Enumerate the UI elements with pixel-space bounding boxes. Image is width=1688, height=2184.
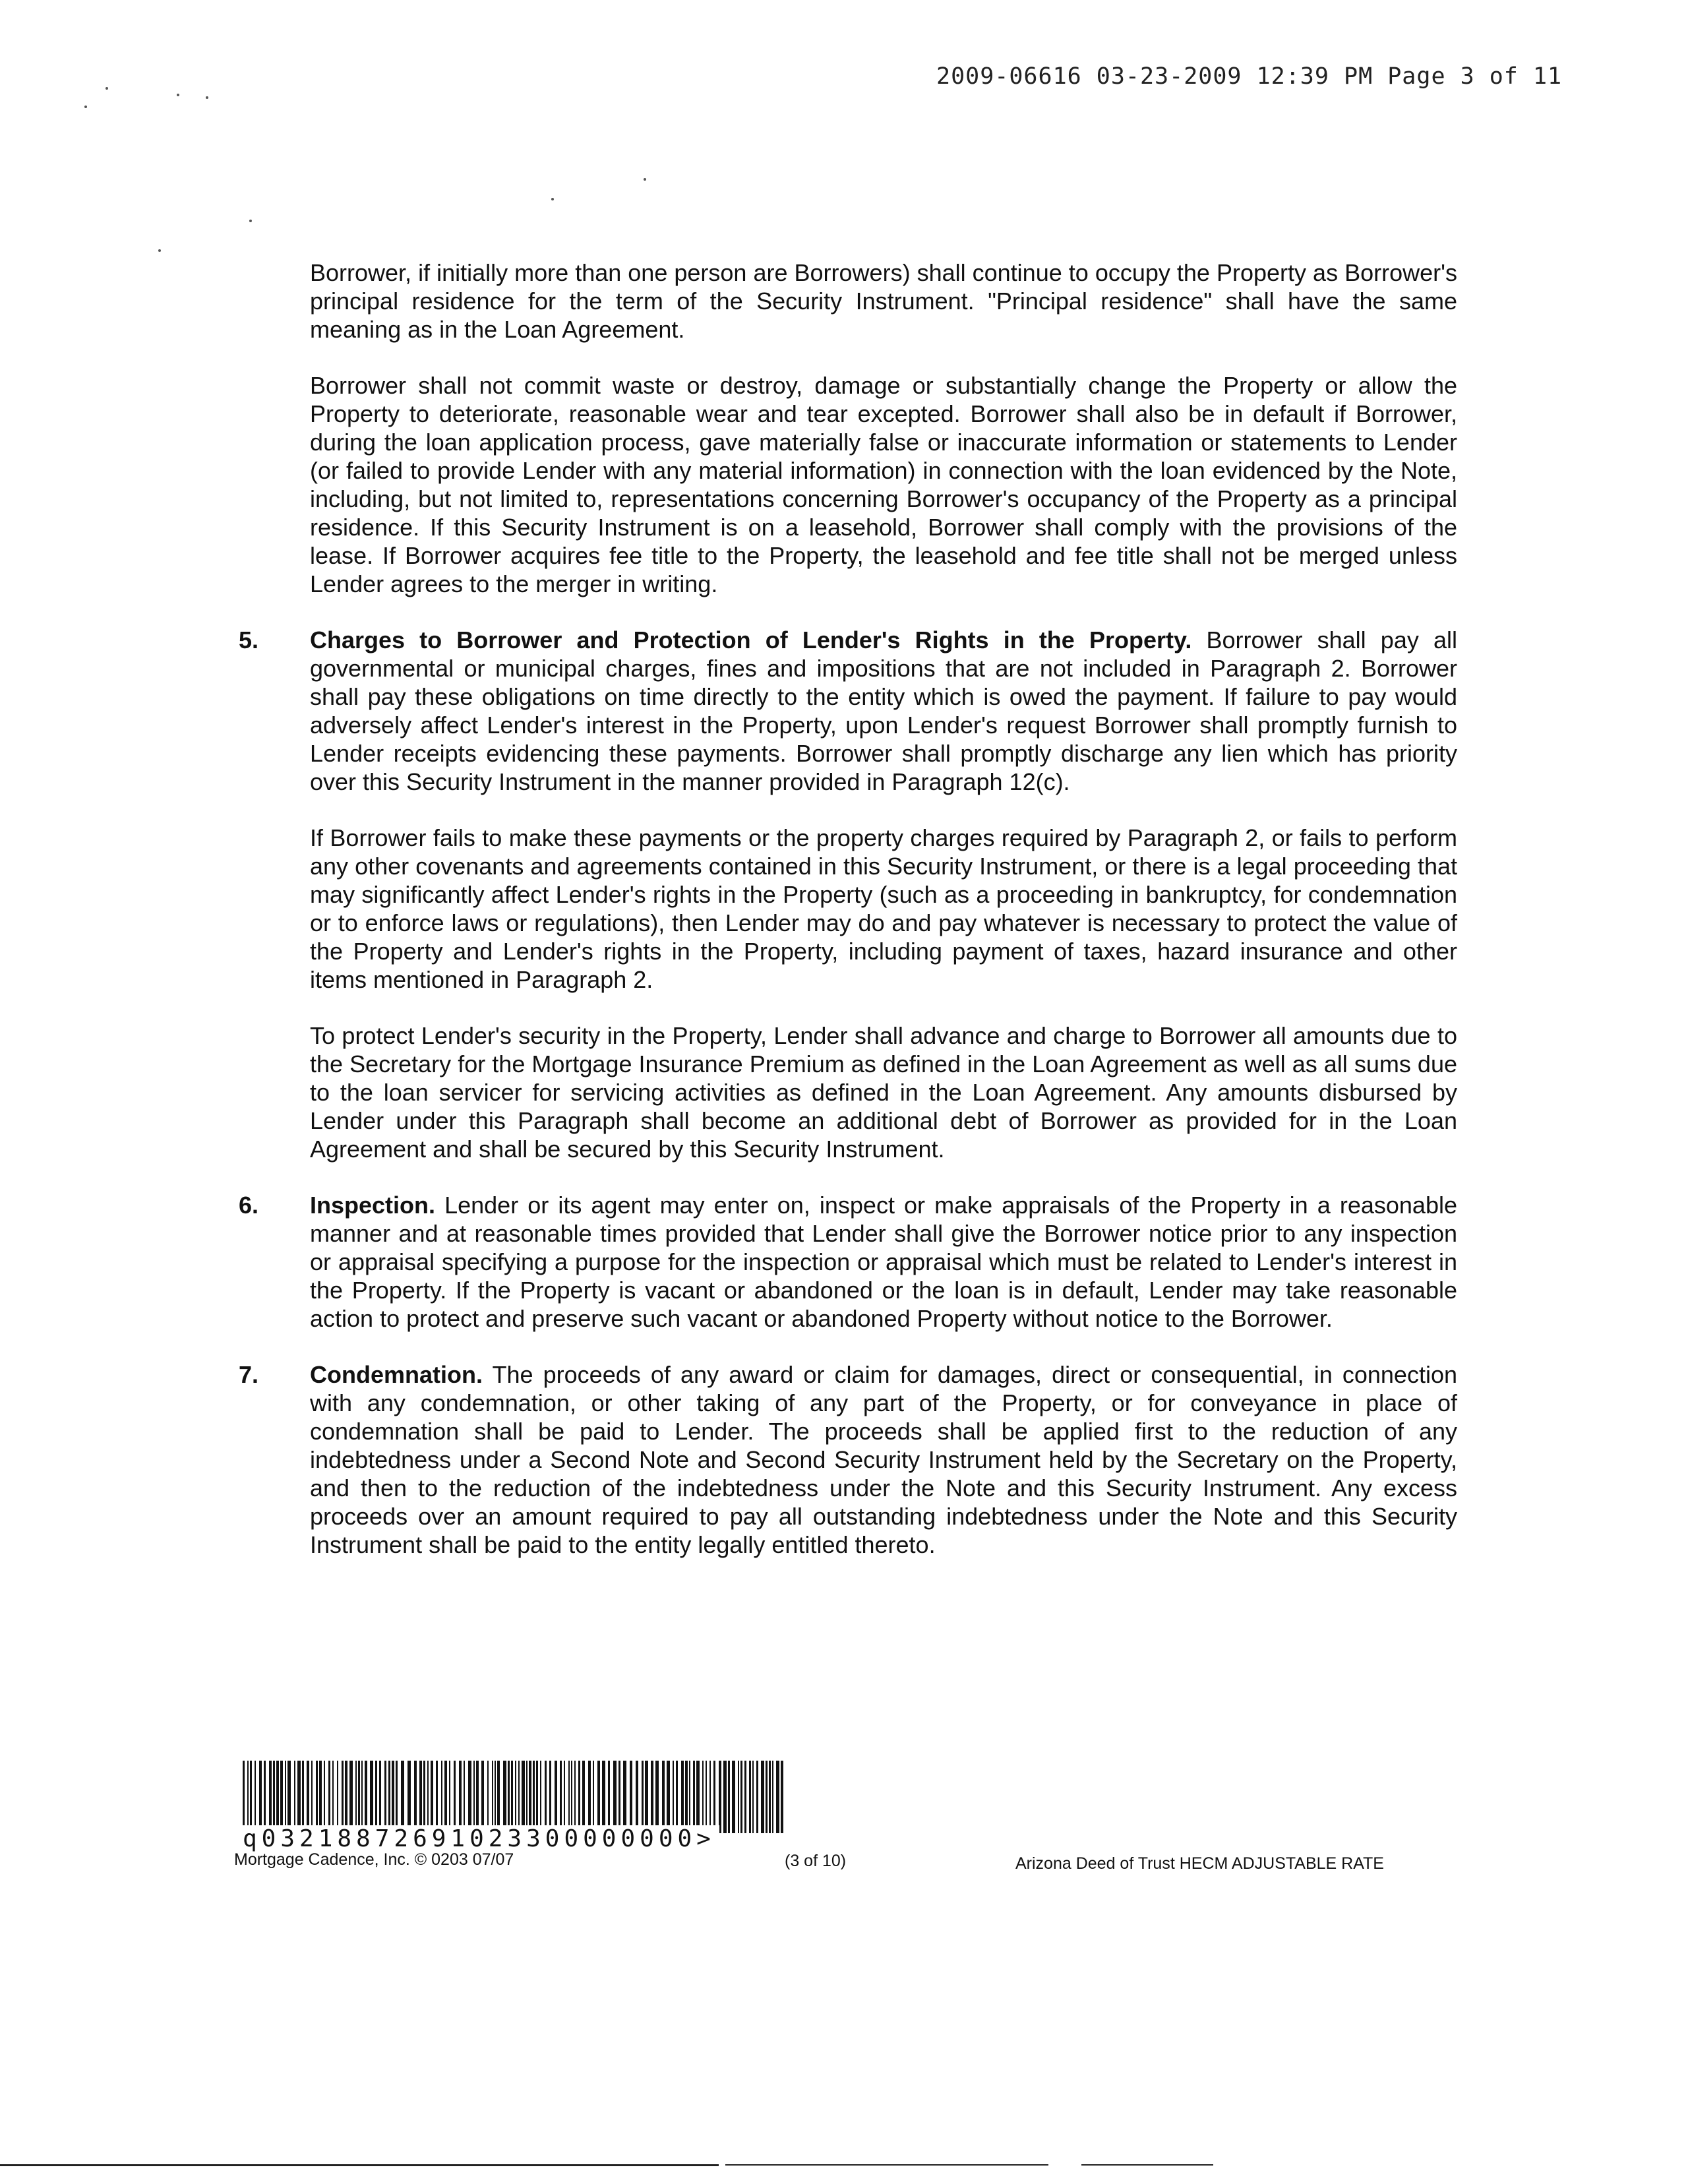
barcode [243,1761,783,1833]
barcode-bar [518,1761,520,1833]
section-heading: Condemnation. [310,1361,483,1388]
barcode-bar [454,1761,456,1833]
barcode-bar [529,1761,531,1833]
barcode-bar [401,1761,404,1833]
barcode-bar [427,1761,429,1833]
barcode-bar [766,1761,768,1833]
numbered-section [239,1360,1457,1559]
barcode-bar [645,1761,648,1833]
barcode-bar [328,1761,330,1833]
barcode-bar [618,1761,620,1833]
barcode-bar [468,1761,471,1833]
barcode-bar [582,1761,585,1833]
barcode-bar [250,1761,252,1833]
barcode-bar [414,1761,417,1833]
section-paragraph [310,1360,1457,1559]
section-paragraph [310,1191,1457,1333]
barcode-bar [280,1761,283,1833]
barcode-bar [294,1761,295,1833]
barcode-bar [740,1761,742,1833]
barcode-bar [667,1761,670,1833]
barcode-bar [744,1761,746,1833]
barcode-bar [568,1761,570,1833]
barcode-bar [370,1761,373,1833]
barcode-bar [287,1761,291,1833]
barcode-bar [673,1761,674,1833]
barcode-bar [642,1761,644,1833]
barcode-bar [752,1761,754,1833]
section-number: 7. [239,1361,259,1388]
barcode-bar [487,1761,489,1833]
barcode-bar [508,1761,510,1833]
scan-speck [206,96,208,99]
barcode-bar [636,1761,638,1833]
footer-page-count: (3 of 10) [785,1852,847,1870]
barcode-bar [464,1761,465,1833]
barcode-bar [588,1761,591,1833]
barcode-bar [662,1761,665,1833]
barcode-bar [719,1761,721,1833]
barcode-bar [332,1761,334,1833]
barcode-bar [533,1761,535,1833]
bottom-scan-line [0,2164,719,2166]
barcode-number: q03218872691023300000000> [243,1825,719,1852]
scan-speck [644,178,646,181]
barcode-bar [560,1761,562,1833]
section-paragraph [310,626,1457,796]
fax-header-stamp: 2009-06616 03-23-2009 12:39 PM Page 3 of 11 [936,63,1563,90]
barcode-bar [269,1761,272,1833]
barcode-bar [597,1761,600,1833]
barcode-bar [495,1761,496,1833]
barcode-bar [723,1761,727,1833]
barcode-bar [545,1761,547,1833]
section-number: 5. [239,626,259,653]
barcode-bar [492,1761,493,1833]
barcode-bar [319,1761,322,1833]
barcode-bar [384,1761,386,1833]
barcode-bar [526,1761,528,1833]
barcode-bar [761,1761,764,1833]
barcode-bar [503,1761,506,1833]
footer-copyright: Mortgage Cadence, Inc. © 0203 07/07 [234,1850,514,1869]
footer-form-title: Arizona Deed of Trust HECM ADJUSTABLE RATE [1015,1854,1384,1873]
barcode-bar [756,1761,758,1833]
barcode-bar [781,1761,783,1833]
document-body [239,258,1457,1587]
barcode-bar [536,1761,538,1833]
barcode-bar [441,1761,442,1833]
barcode-bar [259,1761,262,1833]
barcode-bar [276,1761,279,1833]
barcode-bar [608,1761,610,1833]
barcode-bar [676,1761,678,1833]
barcode-bar [407,1761,411,1833]
barcode-bar [515,1761,516,1833]
barcode-bar [307,1761,309,1833]
barcode-bar [772,1761,773,1833]
barcode-bar [685,1761,688,1833]
barcode-bar [358,1761,360,1833]
barcode-bar [555,1761,557,1833]
scan-speck [84,106,87,108]
barcode-bar [365,1761,367,1833]
barcode-bar [243,1761,245,1833]
barcode-bar [436,1761,438,1833]
barcode-bar [297,1761,301,1833]
barcode-bar [345,1761,347,1833]
numbered-section [239,626,1457,1163]
section-text: Lender or its agent may enter on, inspect or make appraisals of the Property in a reasonable manner and at reasonable times provided that Lender shall give the Borrower notice prior to any inspection or appraisal specifying a purpose for the inspection or appraisal which must be related to Lender's interest in the Property. If the Property is vacant or abandoned or the loan is in default, Lender may take reasonable action to protect and preserve such vacant or abandoned Property without notice to the Borrower. [310,1192,1457,1332]
section-heading: Inspection. [310,1192,436,1219]
barcode-bar [713,1761,715,1833]
barcode-bar [497,1761,500,1833]
barcode-bar [728,1761,730,1833]
barcode-bar [623,1761,626,1833]
barcode-bar [613,1761,617,1833]
barcode-bar [776,1761,779,1833]
barcode-bar [540,1761,541,1833]
barcode-bar [651,1761,653,1833]
numbered-section [239,1191,1457,1333]
barcode-bar [361,1761,363,1833]
barcode-bar [709,1761,711,1833]
barcode-bar [564,1761,565,1833]
barcode-bar [379,1761,381,1833]
barcode-bar [342,1761,344,1833]
barcode-bar [574,1761,576,1833]
barcode-bar [459,1761,462,1833]
scan-speck [249,220,252,222]
scan-speck [177,94,179,96]
scan-speck [158,249,161,252]
barcode-bar [255,1761,256,1833]
barcode-bar [355,1761,357,1833]
barcode-bar [285,1761,286,1833]
section-text: The proceeds of any award or claim for damages, direct or consequential, in connection with any condemnation, or other taking of any part of the Property, or for conveyance in place of condemnation shall be paid to Lender. The proceeds shall be applied first to the reduction of any indebtedness under a Second Note and Second Security Instrument held by the Secretary on the Property, and then to the reduction of the indebtedness under the Note and this Security Instrument. Any excess proceeds over an amount required to pay all outstanding indebtedness under the Note and this Security Instrument shall be paid to the entity legally entitled thereto. [310,1361,1457,1558]
barcode-bar [578,1761,580,1833]
barcode-bar [431,1761,433,1833]
barcode-bar [696,1761,700,1833]
barcode-bar [689,1761,690,1833]
section-paragraph: To protect Lender's security in the Property, Lender shall advance and charge to Borrower all amounts due to the Secretary for the Mortgage Insurance Premium as defined in the Loan Agreement as well as all sums due to the loan servicer for servicing activities as defined in the Loan Agreement. Any amounts disbursed by Lender under this Paragraph shall become an additional debt of Borrower as provided for in the Loan Agreement and shall be secured by this Security Instrument. [310,1022,1457,1163]
barcode-bar [419,1761,422,1833]
barcode-bar [473,1761,475,1833]
barcode-bar [264,1761,266,1833]
barcode-bar [593,1761,594,1833]
barcode-bar [396,1761,398,1833]
barcode-bar [388,1761,390,1833]
body-paragraph: Borrower, if initially more than one person are Borrowers) shall continue to occupy the Property as Borrower's principal residence for the term of the Security Instrument. "Principal residence" shall have the same meaning as in the Loan Agreement. [310,259,1457,343]
barcode-bar [630,1761,632,1833]
barcode-bar [511,1761,513,1833]
barcode-bar [311,1761,313,1833]
barcode-bar [449,1761,450,1833]
barcode-bar [423,1761,425,1833]
barcode-bar [273,1761,275,1833]
barcode-bar [476,1761,479,1833]
barcode-bar [375,1761,377,1833]
section-paragraph: If Borrower fails to make these payments or the property charges required by Paragraph 2, or fails to perform any other covenants and agreements contained in this Security Instrument, or there is a legal proceeding that may significantly affect Lender's rights in the Property (such as a proceeding in bankruptcy, for condemnation or to enforce laws or regulations), then Lender may do and pay whatever is necessary to protect the value of the Property and Lender's rights in the Property, including payment of taxes, hazard insurance and other items mentioned in Paragraph 2. [310,824,1457,993]
section-text: Borrower shall pay all governmental or municipal charges, fines and impositions that are not included in Paragraph 2. Borrower shall pay these obligations on time directly to the entity which is owed the payment. If failure to pay would adversely affect Lender's interest in the Property, upon Lender's request Borrower shall promptly furnish to Lender receipts evidencing these payments. Borrower shall promptly discharge any lien which has priority over this Security Instrument in the manner provided in Paragraph 12(c). [310,626,1457,795]
body-paragraph: Borrower shall not commit waste or destroy, damage or substantially change the Property or allow the Property to deteriorate, reasonable wear and tear excepted. Borrower shall also be in default if Borrower, during the loan application process, gave materially false or inaccurate information or statements to Lender (or failed to provide Lender with any material information) in connection with the loan evidenced by the Note, including, but not limited to, representations concerning Borrower's occupancy of the Property as a principal residence. If this Security Instrument is on a leasehold, Borrower shall comply with the provisions of the lease. If Borrower acquires fee title to the Property, the leasehold and fee title shall not be merged unless Lender agrees to the merger in writing. [310,372,1457,597]
barcode-bar [681,1761,684,1833]
barcode-bar [392,1761,394,1833]
section-number: 6. [239,1192,259,1219]
bottom-scan-line [725,2164,1048,2166]
barcode-bar [749,1761,751,1833]
barcode-bar [247,1761,249,1833]
barcode-bar [481,1761,484,1833]
barcode-bar [571,1761,572,1833]
bottom-scan-line [1081,2164,1213,2166]
barcode-bar [702,1761,704,1833]
barcode-bar [349,1761,353,1833]
barcode-bar [444,1761,447,1833]
barcode-bar [706,1761,707,1833]
section-heading: Charges to Borrower and Protection of Lender's Rights in the Property. [310,626,1192,653]
barcode-bar [769,1761,771,1833]
barcode-bar [738,1761,739,1833]
barcode-bar [324,1761,325,1833]
barcode-bars [243,1761,783,1833]
barcode-bar [522,1761,525,1833]
barcode-bar [337,1761,338,1833]
barcode-bar [316,1761,318,1833]
barcode-bar [732,1761,735,1833]
barcode-bar [693,1761,695,1833]
scan-speck [551,198,554,200]
barcode-bar [302,1761,304,1833]
scan-speck [106,87,108,90]
barcode-bar [602,1761,605,1833]
barcode-bar [549,1761,551,1833]
barcode-bar [655,1761,659,1833]
